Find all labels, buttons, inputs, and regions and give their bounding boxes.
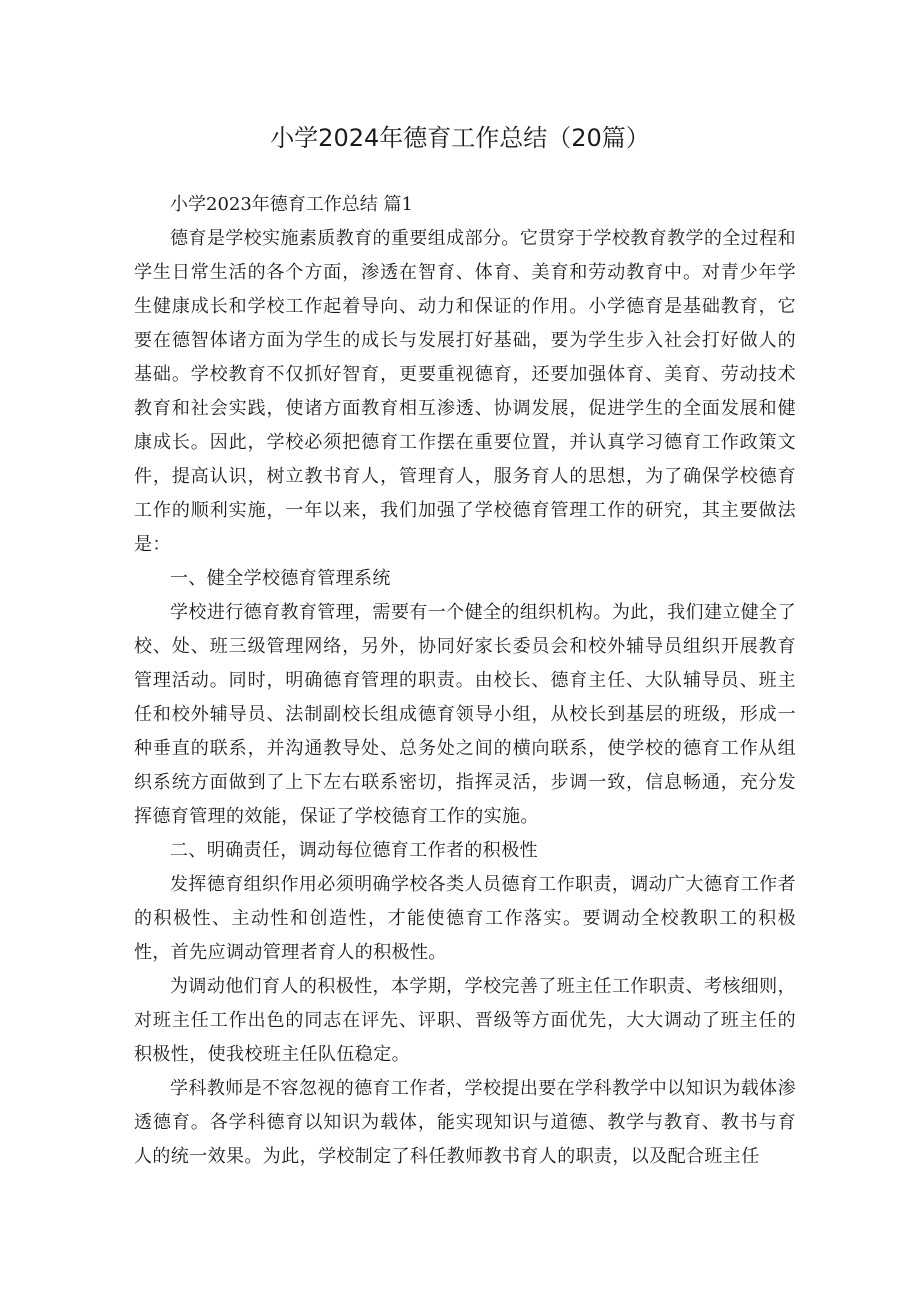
section-2-paragraph-3: 学科教师是不容忽视的德育工作者，学校提出要在学科教学中以知识为载体渗透德育。各学科德育以知识为载体，能实现知识与道德、教学与教育、教书与育人的统一效果。为此，学校制定了科任教师教书育人的职责，以及配合班主任 — [134, 1078, 796, 1167]
section-heading-1: 一、健全学校德育管理系统 — [170, 568, 391, 589]
document-title: 小学2024年德育工作总结（20篇） — [270, 124, 650, 152]
section-heading-2: 二、明确责任，调动每位德育工作者的积极性 — [170, 840, 538, 861]
intro-paragraph: 德育是学校实施素质教育的重要组成部分。它贯穿于学校教育教学的全过程和学生日常生活的各个方面，渗透在智育、体育、美育和劳动教育中。对青少年学生健康成长和学校工作起着导向、动力和保证的作用。小学德育是基础教育，它要在德智体诸方面为学生的成长与发展打好基础，要为学生步入社会打好做人的基础。学校教育不仅抓好智育，更要重视德育，还要加强体育、美育、劳动技术教育和社会实践，使诸方面教育相互渗透、协调发展，促进学生的全面发展和健康成长。因此，学校必须把德育工作摆在重要位置，并认真学习德育工作政策文件，提高认识，树立教书育人，管理育人，服务育人的思想，为了确保学校德育工作的顺利实施，一年以来，我们加强了学校德育管理工作的研究，其主要做法是： — [134, 228, 796, 555]
section-2-paragraph-2: 为调动他们育人的积极性，本学期，学校完善了班主任工作职责、考核细则，对班主任工作出色的同志在评先、评职、晋级等方面优先，大大调动了班主任的积极性，使我校班主任队伍稳定。 — [134, 976, 796, 1065]
section-2-paragraph-1: 发挥德育组织作用必须明确学校各类人员德育工作职责，调动广大德育工作者的积极性、主动性和创造性，才能使德育工作落实。要调动全校教职工的积极性，首先应调动管理者育人的积极性。 — [134, 874, 796, 963]
article-subtitle: 小学2023年德育工作总结 篇1 — [170, 194, 413, 215]
document-body — [134, 188, 796, 1174]
section-1-paragraph: 学校进行德育教育管理，需要有一个健全的组织机构。为此，我们建立健全了校、处、班三级管理网络，另外，协同好家长委员会和校外辅导员组织开展教育管理活动。同时，明确德育管理的职责。由校长、德育主任、大队辅导员、班主任和校外辅导员、法制副校长组成德育领导小组，从校长到基层的班级，形成一种垂直的联系，并沟通教导处、总务处之间的横向联系，使学校的德育工作从组织系统方面做到了上下左右联系密切，指挥灵活，步调一致，信息畅通，充分发挥德育管理的效能，保证了学校德育工作的实施。 — [134, 602, 796, 827]
